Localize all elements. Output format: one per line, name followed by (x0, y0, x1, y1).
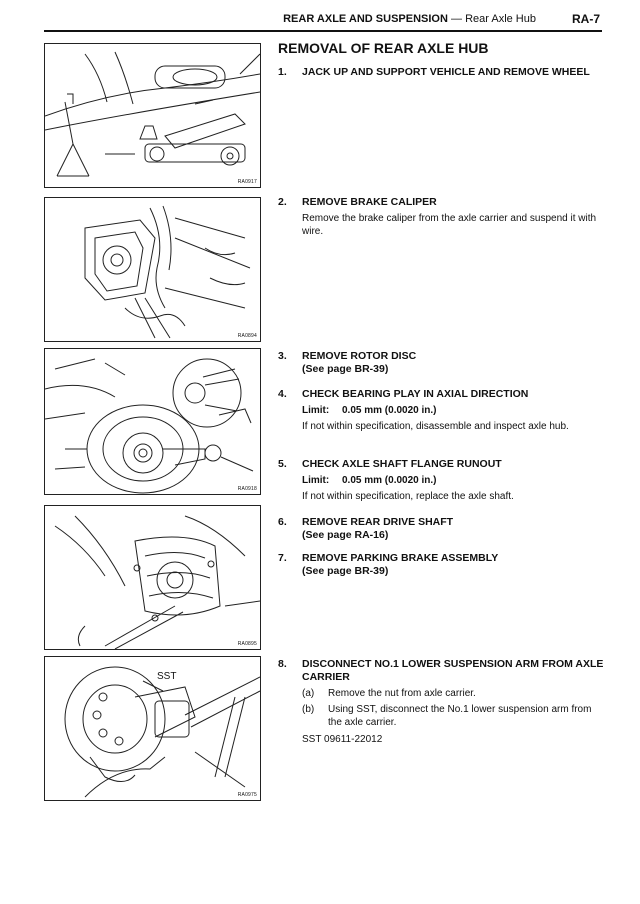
sst-on-lower-arm-icon (45, 657, 260, 800)
step-6 (278, 516, 604, 542)
step-number: 8. (278, 658, 287, 670)
sub-step-a (302, 687, 604, 700)
figure-code: RA0917 (237, 179, 257, 185)
figure-dial-indicator (44, 348, 261, 495)
step-number: 1. (278, 66, 287, 78)
step-7 (278, 552, 604, 578)
step-heading: DISCONNECT NO.1 LOWER SUSPENSION ARM FROM AXLE CARRIER (302, 658, 604, 683)
step-text: Remove the brake caliper from the axle carrier and suspend it with wire. (302, 213, 597, 237)
step-reference: (See page BR-39) (302, 363, 389, 375)
vehicle-on-jack-stands-icon (45, 44, 260, 187)
dial-indicator-on-axle-hub-icon (45, 349, 260, 494)
figure-brake-caliper (44, 197, 261, 342)
figure-code: RA0918 (237, 486, 257, 492)
limit-label: Limit: (302, 405, 330, 416)
sub-step-text: Remove the nut from axle carrier. (328, 688, 476, 699)
sst-label: SST (157, 671, 177, 682)
step-reference: (See page BR-39) (302, 565, 389, 577)
step-heading: REMOVE REAR DRIVE SHAFT (302, 516, 454, 528)
sub-step-b (302, 703, 604, 729)
header-section: REAR AXLE AND SUSPENSION (283, 13, 448, 25)
sub-step-letter: (a) (302, 688, 315, 699)
drive-shaft-removal-icon (45, 506, 260, 649)
step-number: 4. (278, 388, 287, 400)
step-text: If not within specification, disassemble and inspect axle hub. (302, 421, 569, 432)
step-heading: REMOVE PARKING BRAKE ASSEMBLY (302, 552, 499, 564)
step-text: If not within specification, replace the axle shaft. (302, 491, 514, 502)
limit-spec (302, 404, 604, 417)
header-subsection: Rear Axle Hub (465, 13, 536, 25)
step-1 (278, 66, 604, 79)
step-heading: CHECK BEARING PLAY IN AXIAL DIRECTION (302, 388, 529, 400)
page-number: RA-7 (571, 12, 600, 26)
step-number: 7. (278, 552, 287, 564)
page-header (44, 10, 602, 32)
step-number: 3. (278, 350, 287, 362)
sub-step-text: Using SST, disconnect the No.1 lower suspension arm from the axle carrier. (328, 704, 592, 728)
step-4 (278, 388, 604, 433)
header-title (283, 13, 536, 25)
step-number: 6. (278, 516, 287, 528)
figure-code: RA0975 (237, 792, 257, 798)
sst-number: SST 09611-22012 (302, 734, 383, 745)
limit-label: Limit: (302, 475, 330, 486)
limit-value: 0.05 mm (0.0020 in.) (342, 405, 437, 416)
step-8 (278, 658, 604, 746)
step-heading: CHECK AXLE SHAFT FLANGE RUNOUT (302, 458, 502, 470)
limit-value: 0.05 mm (0.0020 in.) (342, 475, 437, 486)
header-dash: — (451, 13, 462, 25)
step-number: 2. (278, 196, 287, 208)
figure-drive-shaft (44, 505, 261, 650)
step-5 (278, 458, 604, 503)
figure-code: RA0895 (237, 641, 257, 647)
brake-caliper-hung-with-wire-icon (45, 198, 260, 341)
step-heading: JACK UP AND SUPPORT VEHICLE AND REMOVE WHEEL (302, 66, 590, 78)
step-reference: (See page RA-16) (302, 529, 389, 541)
step-2 (278, 196, 604, 238)
step-3 (278, 350, 604, 376)
step-heading: REMOVE ROTOR DISC (302, 350, 417, 362)
figure-code: RA0894 (237, 333, 257, 339)
figure-sst-lower-arm (44, 656, 261, 801)
limit-spec (302, 474, 604, 487)
sub-step-letter: (b) (302, 704, 315, 715)
figure-jack-stands (44, 43, 261, 188)
step-number: 5. (278, 458, 287, 470)
page-title: REMOVAL OF REAR AXLE HUB (278, 40, 489, 56)
step-heading: REMOVE BRAKE CALIPER (302, 196, 437, 208)
